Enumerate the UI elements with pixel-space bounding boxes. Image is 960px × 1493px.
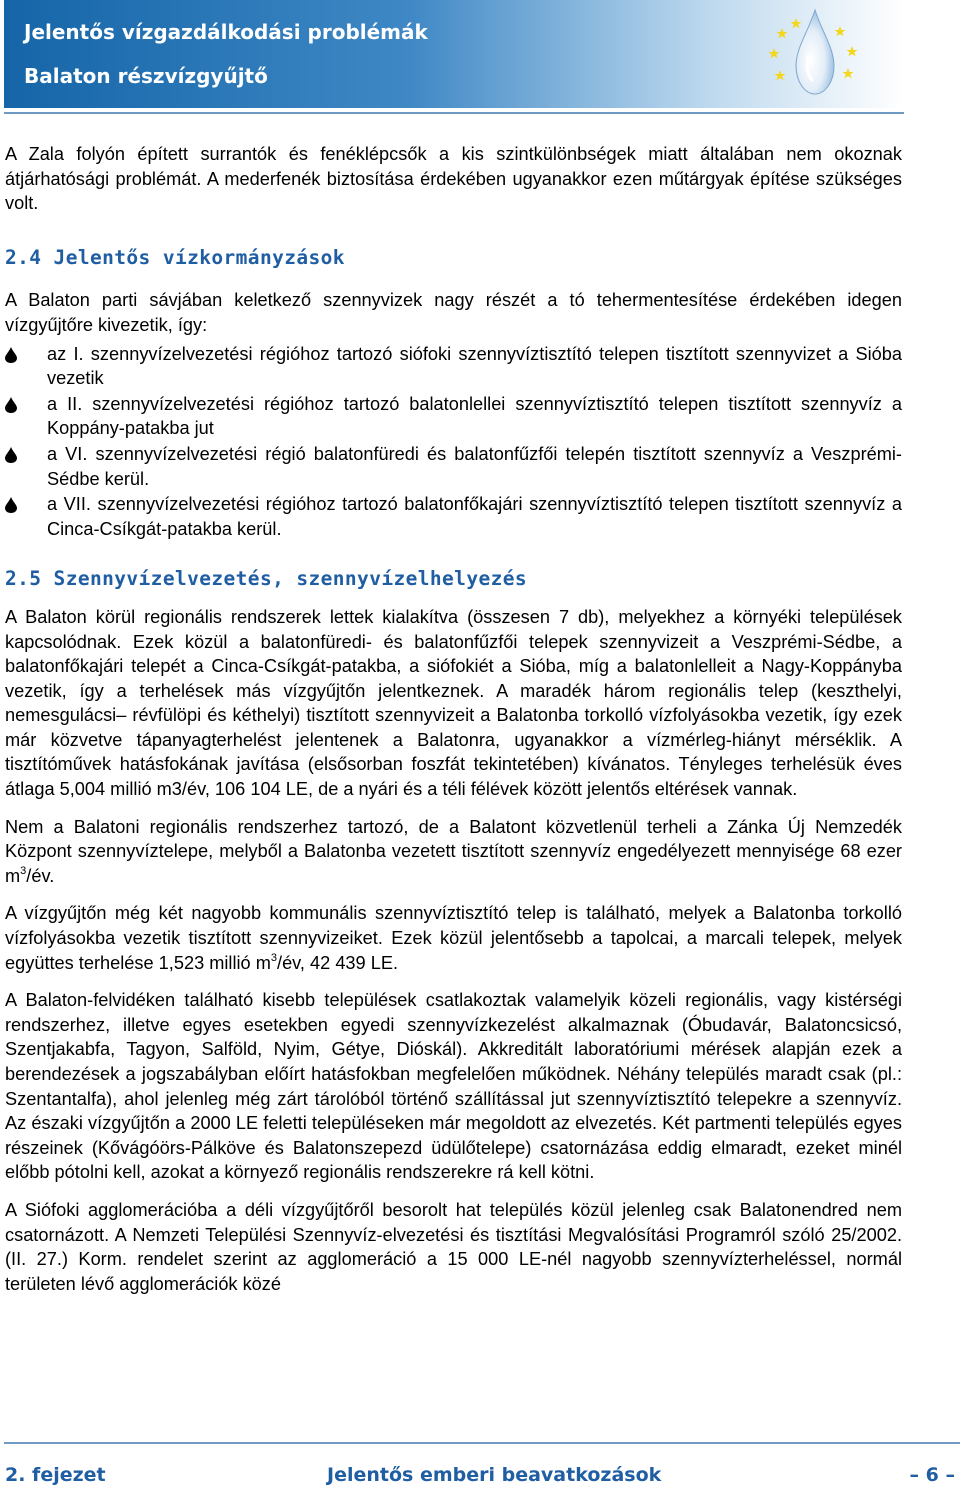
list-item-text: a VI. szennyvízelvezetési régió balatonfüredi és balatonfűzfői telepén tisztított szennyvíz a Veszprémi-Sédbe kerül. <box>47 443 902 489</box>
paragraph-2-5-communal: A vízgyűjtőn még két nagyobb kommunális szennyvíztisztító telep is található, melyek a Balatonba torkolló vízfolyásokba vezetik tisztított szennyvizeiket. Ezek közül jelentősebb a tapolcai, a marcali telepek, melyek együttes terhelése 1,523 millió $m^3/év$, 42 439 LE. <box>5 903 902 973</box>
page-number: – 6 – <box>909 1464 955 1486</box>
footer-chapter: 2. fejezet <box>5 1464 106 1486</box>
section-heading-2-5: 2.5 Szennyvízelvezetés, szennyvízelhelyezés <box>5 567 528 591</box>
water-drop-icon <box>5 397 17 413</box>
water-drop-icon <box>5 347 17 363</box>
document-body <box>5 142 902 1309</box>
water-drop-icon <box>5 497 17 513</box>
paragraph-2-4: A Balaton parti sávjában keletkező szennyvizek nagy részét a tó tehermentesítése érdekében idegen vízgyűjtőre kivezetik, így: <box>5 290 902 335</box>
list-item <box>5 442 902 491</box>
paragraph-2-5-felvidek: A Balaton-felvidéken található kisebb települések csatlakoztak valamelyik közeli regionális, vagy kistérségi rendszerhez, illetve egyes esetekben egyedi szennyvízkezelést alkalmaznak (Óbudavár, Balatoncsicsó, Szentjakabfa, Tagyon, Salföld, Nyim, Gétye, Dióskál). Akkreditált laboratóriumi mérések alapján ezek a berendezések a jogszabályban előírt hatásfokban megfelelően működnek. Néhány település maradt csak (pl.: Szentantalfa), ahol jelenleg még zárt tárolóból történő szállítással jut szennyvíztisztító telepekre a szennyvíz. Az északi vízgyűjtőn a 2000 LE feletti településeken már megoldott az elvezetés. Két partmenti település egyes részeinek (Kővágóörs-Pálköve és Balatonszepezd üdülőtelepe) csatornázása eddig elmaradt, ezeket minél előbb pótolni kell, azokat a környező regionális rendszerekre rá kell kötni. <box>5 990 902 1183</box>
paragraph-2-5-siofok: A Siófoki agglomerációba a déli vízgyűjtőről besorolt hat település közül jelenleg csak Balatonendred nem csatornázott. A Nemzeti Települési Szennyvíz-elvezetési és tisztítási Megvalósítási Programról szóló 25/2002. (II. 27.) Korm. rendelet szerint az agglomeráció a 15 000 LE-nél nagyobb szennyvízterheléssel, normál területen lévő agglomerációk közé <box>5 1199 902 1294</box>
list-item-text: a II. szennyvízelvezetési régióhoz tartozó balatonlellei szennyvíztisztító telepen tisztított szennyvíz a Koppány-patakba jut <box>47 393 902 439</box>
list-item-text: az I. szennyvízelvezetési régióhoz tartozó siófoki szennyvíztisztító telepen tisztított szennyvizet a Sióba vezetik <box>47 343 902 389</box>
section-heading-2-4: 2.4 Jelentős vízkormányzások <box>5 245 345 269</box>
list-item <box>5 392 902 441</box>
page-footer <box>5 1464 955 1490</box>
page-header <box>4 0 904 108</box>
header-subtitle: Balaton részvízgyűjtő <box>24 64 268 88</box>
paragraph-intro: A Zala folyón épített surrantók és fenéklépcsők a kis szintkülönbségek miatt általában nem okoznak átjárhatósági problémát. A mederfenék biztosítása érdekében ugyanakkor ezen műtárgyak építése szükséges volt. <box>5 144 902 214</box>
diversion-list <box>5 342 902 542</box>
list-item <box>5 492 902 541</box>
header-title: Jelentős vízgazdálkodási problémák <box>24 20 428 44</box>
list-item-text: a VII. szennyvízelvezetési régióhoz tartozó balatonfőkajári szennyvíztisztító telepen tisztított szennyvíz a Cinca-Csíkgát-patakba kerül. <box>47 494 902 539</box>
list-item <box>5 342 902 391</box>
paragraph-2-5-regional: A Balaton körül regionális rendszerek lettek kialakítva (összesen 7 db), melyekhez a környéki települések kapcsolódnak. Ezek közül a balatonfüredi- és balatonfűzfői telepek szennyvizeit a Veszprémi-Sédbe, a balatonfőkajári telepét a Cinca-Csíkgát-patakba, a siófokiét a Sióba, míg a balatonlelleit a Nagy-Koppányba vezetik, így a terhelések más vízgyűjtőn jelentkeznek. A maradék három regionális telep (keszthelyi, nemesgulácsi– révfülöpi és kéthelyi) tisztított szennyvizeit a Balatonba torkolló vízfolyásokba vezetik, így ezek már közvetve tápanyagterhelést jelentenek a Balatonra, ugyanakkor a vízmérleg-hiányt mérséklik. A tisztítóművek hatásfokának javítása (elsősorban foszfát tekintetében) kívánatos. Tényleges terhelésük éves átlaga 5,004 millió m3/év, 106 104 LE, de a nyári és a téli félévek között jelentős eltérések vannak. <box>5 606 902 800</box>
footer-title: Jelentős emberi beavatkozások <box>327 1464 662 1486</box>
footer-divider <box>4 1442 960 1444</box>
eu-water-drop-logo-icon <box>762 4 868 108</box>
paragraph-2-5-zanka: Nem a Balatoni regionális rendszerhez tartozó, de a Balatont közvetlenül terheli a Zánka Új Nemzedék Központ szennyvíztelepe, melyből a Balatonba vezetett tisztított szennyvíz engedélyezett mennyisége 68 ezer $m^3/év$. <box>5 816 902 886</box>
water-drop-icon <box>5 447 17 463</box>
header-divider <box>4 112 904 114</box>
